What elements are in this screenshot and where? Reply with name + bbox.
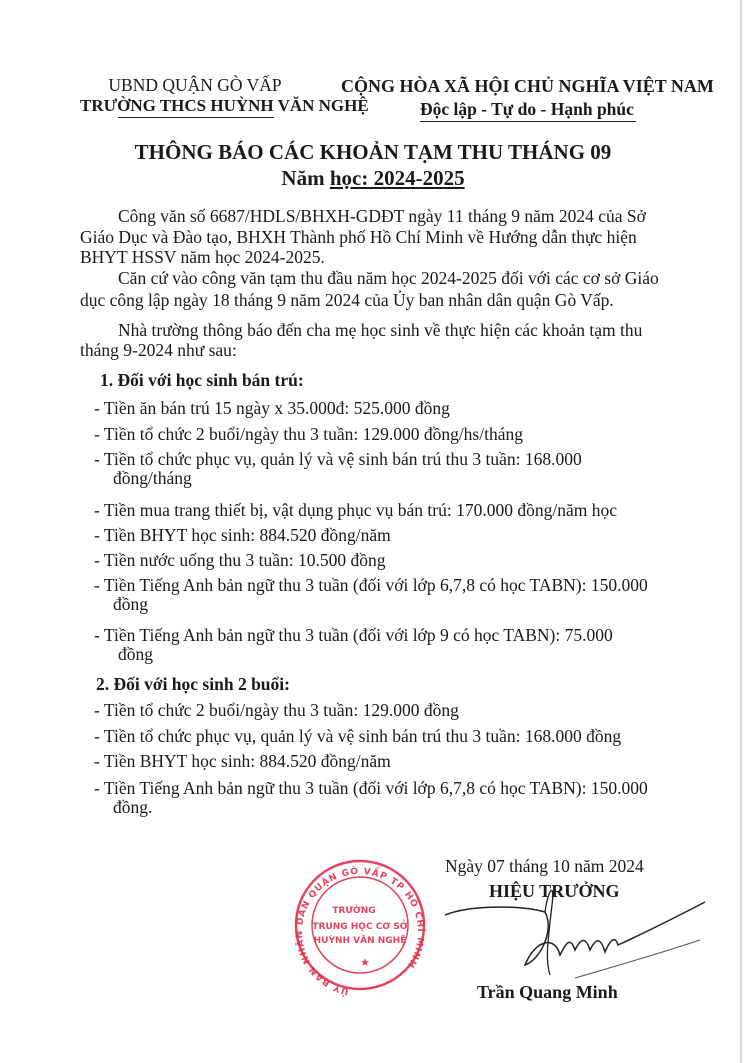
school-year-value: học: 2024-2025: [329, 166, 465, 190]
list-item-cont: đồng: [113, 594, 148, 614]
stamp-line1: TRƯỜNG: [332, 906, 376, 916]
list-item: - Tiền tổ chức phục vụ, quản lý và vệ sinh bán trú thu 3 tuần: 168.000: [94, 449, 582, 469]
school-name: TRƯỜNG THCS HUỲNH VĂN NGHỆ: [80, 96, 369, 115]
list-item: - Tiền Tiếng Anh bản ngữ thu 3 tuần (đối với lớp 9 có học TABN): 75.000: [94, 625, 613, 645]
list-item: - Tiền tổ chức phục vụ, quản lý và vệ sinh bán trú thu 3 tuần: 168.000 đồng: [94, 726, 622, 746]
stamp-line2: TRUNG HỌC CƠ SỞ: [312, 922, 408, 932]
list-item: - Tiền tổ chức 2 buổi/ngày thu 3 tuần: 129.000 đồng: [94, 700, 459, 720]
intro-line: dục công lập ngày 18 tháng 9 năm 2024 của Ủy ban nhân dân quận Gò Vấp.: [80, 290, 614, 310]
list-item: - Tiền Tiếng Anh bản ngữ thu 3 tuần (đối với lớp 6,7,8 có học TABN): 150.000: [94, 778, 648, 798]
intro-line: tháng 9-2024 như sau:: [80, 340, 237, 360]
agency-name: UBND QUẬN GÒ VẤP: [108, 75, 282, 95]
stamp-ring-text: ỦY BAN NHÂN DÂN QUẬN GÒ VẤP TP HỒ CHÍ MINH: [294, 866, 426, 996]
signer-name: Trần Quang Minh: [477, 982, 618, 1002]
section2-heading: 2. Đối với học sinh 2 buổi:: [96, 674, 290, 694]
list-item: - Tiền mua trang thiết bị, vật dụng phục vụ bán trú: 170.000 đồng/năm học: [94, 500, 617, 520]
list-item: - Tiền Tiếng Anh bản ngữ thu 3 tuần (đối với lớp 6,7,8 có học TABN): 150.000: [94, 575, 648, 595]
list-item: - Tiền nước uống thu 3 tuần: 10.500 đồng: [94, 550, 386, 570]
list-item: - Tiền tổ chức 2 buổi/ngày thu 3 tuần: 129.000 đồng/hs/tháng: [94, 424, 523, 444]
list-item: - Tiền BHYT học sinh: 884.520 đồng/năm: [94, 525, 391, 545]
document-title: THÔNG BÁO CÁC KHOẢN TẠM THU THÁNG 09: [134, 140, 612, 164]
list-item: - Tiền ăn bán trú 15 ngày x 35.000đ: 525.000 đồng: [94, 398, 450, 418]
intro-line: Căn cứ vào công văn tạm thu đầu năm học 2024-2025 đối với các cơ sở Giáo: [118, 268, 659, 288]
intro-line: Nhà trường thông báo đến cha mẹ học sinh về thực hiện các khoản tạm thu: [118, 320, 643, 340]
motto: Độc lập - Tự do - Hạnh phúc: [420, 99, 634, 119]
intro-line: Giáo Dục và Đào tạo, BHXH Thành phố Hồ Chí Minh về Hướng dẫn thực hiện: [80, 227, 637, 247]
country-name: CỘNG HÒA XÃ HỘI CHỦ NGHĨA VIỆT NAM: [341, 76, 714, 96]
section1-heading: 1. Đối với học sinh bán trú:: [100, 370, 304, 390]
intro-line: BHYT HSSV năm học 2024-2025.: [80, 247, 325, 267]
stamp-star-icon: ★: [360, 956, 370, 969]
list-item-cont: đồng: [118, 644, 153, 664]
list-item: - Tiền BHYT học sinh: 884.520 đồng/năm: [94, 751, 391, 771]
signature-date: Ngày 07 tháng 10 năm 2024: [445, 856, 644, 876]
signature-role: HIỆU TRƯỞNG: [489, 881, 620, 901]
school-year-label: Năm: [281, 166, 330, 190]
list-item-cont: đồng/tháng: [113, 468, 192, 488]
list-item-cont: đồng.: [113, 797, 153, 817]
intro-line: Công văn số 6687/HDLS/BHXH-GDĐT ngày 11 tháng 9 năm 2024 của Sở: [118, 206, 646, 226]
stamp-line3: HUỲNH VĂN NGHỆ: [313, 936, 407, 946]
